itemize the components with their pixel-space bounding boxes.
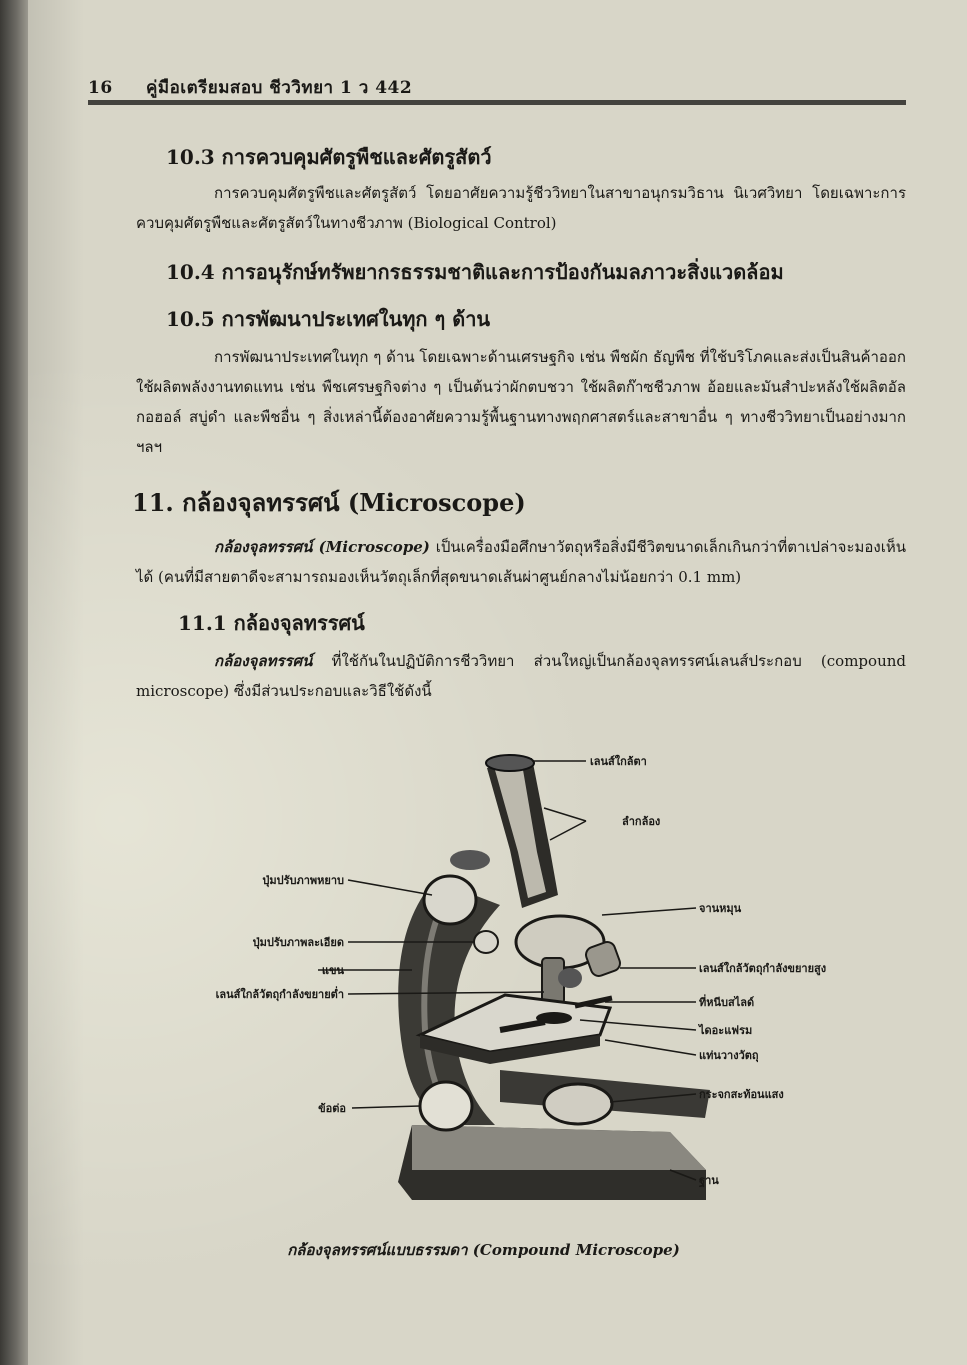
fine-knob bbox=[474, 931, 498, 953]
heading-11: 11. กล้องจุลทรรศน์ (Microscope) bbox=[132, 488, 526, 517]
label-joint: ข้อต่อ bbox=[318, 1102, 346, 1115]
figure-caption: กล้องจุลทรรศน์แบบธรรมดา (Compound Microscope) bbox=[287, 1241, 680, 1259]
paragraph-11-1 bbox=[136, 646, 906, 706]
paragraph-11 bbox=[136, 532, 906, 592]
heading-10-3: 10.3 การควบคุมศัตรูพืชและศัตรูสัตว์ bbox=[166, 145, 492, 169]
label-nosepiece: จานหมุน bbox=[699, 902, 742, 915]
label-high-power-objective: เลนส์ใกล้วัตถุกำลังขยายสูง bbox=[699, 962, 827, 975]
book-title: คู่มือเตรียมสอบ ชีววิทยา 1 ว 442 bbox=[146, 78, 413, 98]
paragraph-11-1-text: ที่ใช้กันในปฏิบัติการชีววิทยา ส่วนใหญ่เป็นกล้องจุลทรรศน์เลนส์ประกอบ (compound microscope) ซึ่งมีส่วนประกอบและวิธีใช้ดังนี้ bbox=[136, 652, 906, 700]
heading-11-1: 11.1 กล้องจุลทรรศน์ bbox=[178, 611, 365, 635]
term-microscope-2: กล้องจุลทรรศน์ bbox=[214, 652, 313, 670]
microscope-figure bbox=[150, 730, 890, 1210]
label-fine-adjust: ปุ่มปรับภาพละเอียด bbox=[252, 936, 344, 949]
page-header bbox=[88, 74, 906, 101]
coarse-knob bbox=[424, 876, 476, 924]
label-body-tube: ลำกล้อง bbox=[622, 815, 661, 828]
label-arm: แขน bbox=[321, 964, 344, 977]
book-binding-edge bbox=[0, 0, 28, 1365]
heading-10-4: 10.4 การอนุรักษ์ทรัพยากรธรรมชาติและการป้องกันมลภาวะสิ่งแวดล้อม bbox=[166, 260, 784, 284]
label-low-power-objective: เลนส์ใกล้วัตถุกำลังขยายต่ำ bbox=[215, 988, 344, 1001]
label-coarse-adjust: ปุ่มปรับภาพหยาบ bbox=[262, 874, 344, 887]
page-number: 16 bbox=[88, 78, 113, 98]
label-base: ฐาน bbox=[699, 1174, 719, 1187]
label-diaphragm: ไดอะแฟรม bbox=[699, 1024, 753, 1037]
term-microscope: กล้องจุลทรรศน์ (Microscope) bbox=[214, 538, 430, 556]
paragraph-10-5: การพัฒนาประเทศในทุก ๆ ด้าน โดยเฉพาะด้านเศรษฐกิจ เช่น พืชผัก ธัญพืช ที่ใช้บริโภคและส่งเป็นสินค้าออก ใช้ผลิตพลังงานทดแทน เช่น พืชเศรษฐกิจต่าง ๆ เป็นต้นว่าผักตบชวา ใช้ผลิตก๊าซชีวภาพ อ้อยและมันสำปะหลังใช้ผลิตอัลกอฮอล์ สบู่ดำ และพืชอื่น ๆ สิ่งเหล่านี้ต้องอาศัยความรู้พื้นฐานทางพฤกศาสตร์และสาขาอื่น ๆ ทางชีววิทยาเป็นอย่างมาก ฯลฯ bbox=[136, 348, 906, 456]
header-rule bbox=[88, 100, 906, 105]
mirror bbox=[544, 1084, 612, 1124]
paragraph-10-3: การควบคุมศัตรูพืชและศัตรูสัตว์ โดยอาศัยความรู้ชีววิทยาในสาขาอนุกรมวิธาน นิเวศวิทยา โดยเฉพาะการควบคุมศัตรูพืชและศัตรูสัตว์ในทางชีวภาพ (Biological Control) bbox=[136, 184, 906, 232]
label-stage-clip: ที่หนีบสไลด์ bbox=[699, 996, 755, 1009]
paragraph-11-text: เป็นเครื่องมือศึกษาวัตถุหรือสิ่งมีชีวิตขนาดเล็กเกินกว่าที่ตาเปล่าจะมองเห็นได้ (คนที่มีสายตาดีจะสามารถมองเห็นวัตถุเล็กที่สุดขนาดเส้นผ่าศูนย์กลางไม่น้อยกว่า 0.1 mm) bbox=[136, 538, 906, 586]
label-stage: แท่นวางวัตถุ bbox=[699, 1049, 759, 1062]
joint bbox=[420, 1082, 472, 1130]
label-eyepiece: เลนส์ใกล้ตา bbox=[590, 755, 647, 768]
heading-10-5: 10.5 การพัฒนาประเทศในทุก ๆ ด้าน bbox=[166, 307, 491, 331]
label-mirror: กระจกสะท้อนแสง bbox=[699, 1088, 784, 1101]
